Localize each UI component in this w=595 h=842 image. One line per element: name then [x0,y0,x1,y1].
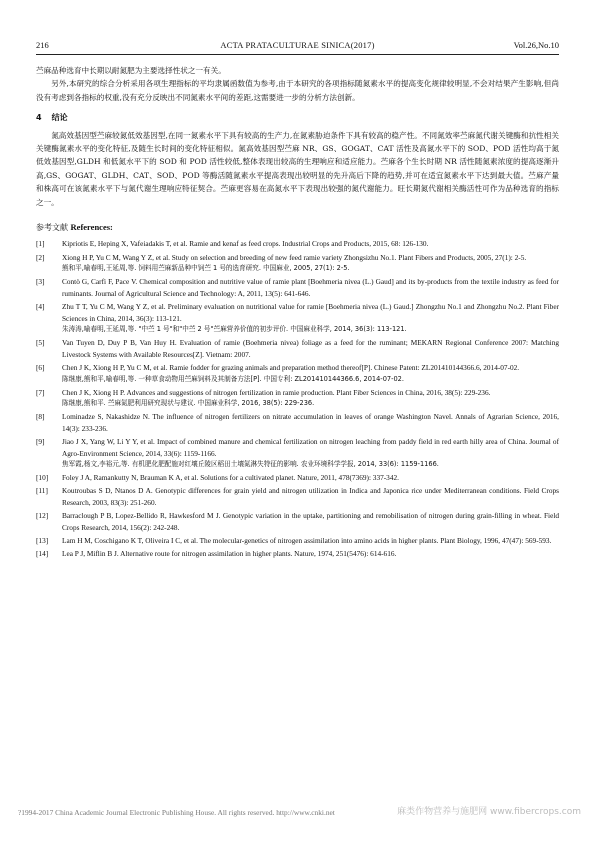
reference-item [36,436,559,471]
reference-number: [11] [36,486,48,496]
reference-item [36,337,559,360]
reference-text [62,485,559,508]
reference-number: [6] [36,362,45,372]
journal-title: ACTA PRATACULTURAE SINICA(2017) [220,40,375,50]
section-heading [36,111,559,124]
reference-number: [3] [36,277,45,287]
reference-text [62,337,559,360]
reference-text [62,472,559,484]
section-title: 结论 [51,113,68,123]
reference-citation: Koutroubas S D, Ntanos D A. Genotypic differences for grain yield and nitrogen utilization in Indica and Japonica rice under Mediterranean conditions. Field Crops Research, 2003, 83(3): 251-260. [62,486,559,507]
reference-citation: Van Tuyen D, Duy P B, Van Huy H. Evaluation of ramie (Boehmeria nivea) foliage as a feed for the ruminant; MEKARN Regional Conference 2007: Matching Livestock Systems with Available Resources[Z]. Vietnam: 2007. [62,338,559,359]
reference-number: [1] [36,239,45,249]
reference-item [36,535,559,547]
references-heading-en: References: [70,222,113,233]
reference-number: [14] [36,548,49,558]
reference-item [36,485,559,508]
reference-citation: Jiao J X, Yang W, Li Y Y, et al. Impact of combined manure and chemical fertilization on nitrogen leaching from paddy field in red earth hilly area of China. Journal of Agro-Environment Science, 2014, 33(6): 1159-1166. [62,436,559,458]
reference-item [36,472,559,484]
reference-text [62,252,559,275]
reference-text [62,548,559,560]
reference-citation: Xiong H P, Yu C M, Wang Y Z, et al. Study on selection and breeding of new feed ramie variety Zhongsizhu No.1. Plant Fibers and Products, 2005, 27(1): 2-5. [62,252,527,262]
copyright-notice: ?1994-2017 China Academic Journal Electronic Publishing House. All rights reserved. http://www.cnki.net [18,808,335,817]
reference-item [36,387,559,410]
section-number: 4 [36,113,42,123]
reference-item [36,510,559,533]
reference-number: [10] [36,473,49,483]
reference-citation-cn: 陈继康,熊和平,喻春明,等. 一种草食动物用苎麻饲料及其制备方法[P]. 中国专利: ZL201410144366.6, 2014-07-02. [62,374,404,383]
reference-text [62,510,559,533]
reference-citation: Foley J A, Ramankutty N, Brauman K A, et al. Solutions for a cultivated planet. Nature, 2011, 478(7369): 337-342. [62,473,399,483]
reference-number: [9] [36,436,45,446]
reference-citation: Chen J K, Xiong H P, Yu C M, et al. Ramie fodder for grazing animals and preparation method thereof[P]. Chinese Patent: ZL201410144366.6, 2014-07-02. [62,362,520,372]
reference-number: [7] [36,387,45,397]
paragraph: 苎麻品种选育中长期以耐氮肥为主要选择性状之一有关。 [36,66,226,75]
reference-list [36,238,559,559]
reference-citation-cn: 陈继康,熊和平. 苎麻氮肥利用研究现状与建议. 中国麻业科学, 2016, 38(5): 229-236. [62,399,315,408]
volume-issue: Vol.26,No.10 [513,40,559,50]
reference-citation: Zhu T T, Yu C M, Wang Y Z, et al. Preliminary evaluation on nutritional value for ramie [Boehmeria nivea (L.) Gaud.] Zhongzhu No.1 and Zhongzhu No.2. Plant Fiber Sciences in China, 2014, 36(3): 113-121. [62,301,559,323]
reference-citation: Lea P J, Miflin B J. Alternative route for nitrogen assimilation in higher plants. Nature, 1974, 251(5476): 614-616. [62,548,397,558]
reference-text [62,411,559,434]
references-heading-cn: 参考文献 [36,223,68,233]
article-body [36,64,559,561]
reference-item [36,362,559,385]
running-header [36,40,559,54]
reference-citation-cn: 朱涛涛,喻春明,王延周,等. "中苎 1 号"和"中苎 2 号"苎麻营养价值的初步评价. 中国麻业科学, 2014, 36(3): 113-121. [62,325,407,334]
reference-citation: Barraclough P B, Lopez-Bellido R, Hawkesford M J. Genotypic variation in the uptake, partitioning and remobilisation of nitrogen during grain-filling in wheat. Field Crops Research, 2014, 156(2): 242-248. [62,511,559,532]
header-rule [36,54,559,55]
reference-item [36,252,559,275]
reference-number: [2] [36,252,45,262]
reference-number: [5] [36,338,45,348]
page-number: 216 [36,40,49,50]
reference-text [62,436,559,471]
reference-citation-cn: 熊和平,喻春明,王延周,等. 饲料用苎麻新品种中饲苎 1 号的选育研究. 中国麻业, 2005, 27(1): 2-5. [62,264,350,273]
reference-citation: Chen J K, Xiong H P. Advances and suggestions of nitrogen fertilization in ramie production. Plant Fiber Sciences in China, 2016, 38(5): 229-236. [62,387,491,397]
reference-text [62,301,559,336]
watermark: 麻类作物营养与施肥网 www.fibercrops.com [397,807,581,817]
reference-citation: Lominadze S, Nakashidze N. The influence of nitrogen fertilizers on nitrate accumulation in leaves of orange Washington Navel. Annals of Agrarian Science, 2016, 14(3): 233-236. [62,412,559,433]
reference-number: [4] [36,301,45,311]
reference-text [62,362,559,385]
reference-item [36,411,559,434]
reference-citation: Contò G, Carfì F, Pace V. Chemical composition and nutritive value of ramie plant [Boehmeria nivea (L.) Gaud] and its by-products from the textile industry as feed for ruminants. Journal of Agricultural Science and Technology: A, 2011, 13(5): 641-646. [62,277,559,298]
reference-item [36,238,559,250]
reference-text [62,535,559,547]
paragraph: 氮高效基因型苎麻较氮低效基因型,在同一氮素水平下具有较高的生产力,在氮素胁迫条件下具有较高的稳产性。不同氮效率苎麻氮代谢关键酶和抗性相关关键酶氮素水平的变化特征,及随生长时间的变化特征相似。氮高效基因型苎麻 NR、GS、GOGAT、CAT 活性及高氮水平下的 SOD、POD 活性均高于氮低效基因型,GLDH 和低氮水平下的 SOD 和 POD 活性较低,整体表现出较高的生理响应和适应能力。苎麻各个生长时期 NR 活性随氮素浓度的提高逐渐升高,GS、GOGAT、GLDH、CAT、SOD、POD 等酶活随氮素水平提高表现出较明显的先升高后下降的趋势,并可在适宜氮素水平下达到最大值。苎麻产量和株高可在该氮素水平下与氮代谢生理响应特征契合。苎麻更容易在高氮水平下表现出较强的氮代谢能力。旺长期氮代谢相关酶活性可作为品种选育的指标之一。 [36,130,559,207]
reference-text [62,276,559,299]
reference-citation: Kipriotis E, Heping X, Vafeiadakis T, et al. Ramie and kenaf as feed crops. Industrial Crops and Products, 2015, 68: 126-130. [62,239,429,249]
page-footer [18,808,581,817]
reference-citation: Lam H M, Coschigano K T, Oliveira I C, et al. The molecular-genetics of nitrogen assimilation into amino acids in higher plants. Plant Biology, 1996, 47(47): 569-593. [62,535,552,545]
reference-item [36,301,559,336]
reference-text [62,238,559,250]
paragraph: 另外,本研究的综合分析采用各项生理指标的平均隶属函数值为参考,由于本研究的各项指标随氮素水平的提高变化规律较明显,不会对结果产生影响,但尚没有考虑到各指标的权重,没有充分反映出不同氮素水平间的差距,这需要进一步的分析方法创新。 [36,79,559,102]
reference-citation-cn: 焦军霞,杨文,李裕元,等. 有机肥化肥配施对红壤丘陵区稻田土壤氮淋失特征的影响. 农业环境科学学报, 2014, 33(6): 1159-1166. [62,460,439,469]
reference-item [36,548,559,560]
references-heading [36,221,559,234]
reference-number: [12] [36,511,49,521]
reference-text [62,387,559,410]
reference-number: [8] [36,412,45,422]
reference-number: [13] [36,535,49,545]
reference-item [36,276,559,299]
